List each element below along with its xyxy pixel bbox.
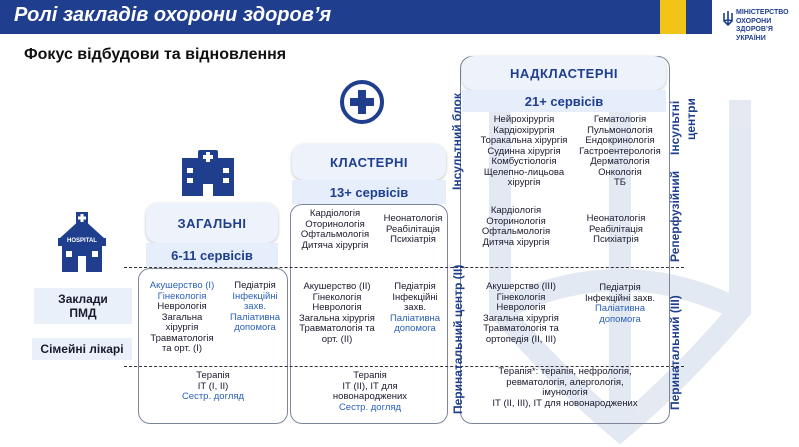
ministry-logo-text: МІНІСТЕРСТВО ОХОРОНИ ЗДОРОВ’Я УКРАЇНИ bbox=[736, 9, 789, 42]
list-item: захв. bbox=[243, 301, 267, 312]
supercluster-bottom-list bbox=[470, 367, 660, 409]
cluster-mid-left-list bbox=[296, 282, 378, 345]
supercluster-services-count: 21+ сервісів bbox=[524, 94, 604, 109]
list-item: Терапія bbox=[196, 370, 230, 381]
list-item: Терапія bbox=[353, 370, 387, 381]
list-item: імунологія bbox=[542, 387, 588, 398]
cluster-title: КЛАСТЕРНІ bbox=[330, 155, 408, 170]
list-item: Комбустіологія bbox=[491, 156, 557, 167]
supercluster-top-right-list bbox=[574, 115, 666, 189]
list-item: Неонатологія bbox=[383, 213, 443, 224]
list-item: Офтальмологія bbox=[481, 226, 551, 237]
general-services-count: 6-11 сервісів bbox=[171, 248, 253, 263]
list-item: Дерматологія bbox=[590, 156, 650, 167]
cluster-services-count: 13+ сервісів bbox=[329, 185, 409, 200]
list-item: хірургія bbox=[507, 177, 541, 188]
list-item: ревматологія, алергологія, bbox=[506, 376, 624, 388]
list-item: ІТ (І, ІІ) bbox=[197, 380, 229, 392]
list-item: хірургія bbox=[165, 322, 199, 333]
cluster-mid-right-list bbox=[384, 282, 446, 335]
list-item: Акушерство (ІІІ) bbox=[486, 281, 556, 292]
list-item: Акушерство (ІІ) bbox=[303, 281, 371, 292]
cluster-header-card bbox=[292, 144, 446, 180]
stroke-unit-label: Інсультний блок bbox=[450, 93, 464, 190]
supercluster-mid-left-list bbox=[474, 206, 558, 248]
list-item: Педіатрія bbox=[599, 282, 641, 293]
list-item: Паліативна bbox=[229, 311, 281, 323]
list-item: Сестр. догляд bbox=[338, 401, 402, 413]
list-item: Педіатрія bbox=[234, 280, 276, 291]
list-item: ІТ (ІІ, ІІІ), ІТ для новонароджених bbox=[492, 397, 638, 409]
list-item: Пульмонологія bbox=[587, 124, 653, 136]
list-item: та орт. (І) bbox=[161, 343, 203, 354]
list-item: допомога bbox=[234, 322, 276, 333]
list-item: Щелепно-лицьова bbox=[483, 166, 565, 178]
list-item: захв. bbox=[403, 302, 427, 313]
general-header-card bbox=[146, 203, 278, 243]
list-item: Нейрохірургія bbox=[493, 114, 555, 125]
list-item: Неонатологія bbox=[586, 213, 646, 224]
list-item: Психіатрія bbox=[593, 234, 639, 245]
list-item: Неврологія bbox=[157, 301, 207, 312]
list-item: Загальна bbox=[161, 311, 203, 323]
general-right-list bbox=[226, 281, 284, 334]
list-item: Офтальмологія bbox=[300, 229, 370, 240]
list-item: Акушерство (І) bbox=[149, 280, 215, 291]
list-item: Судинна хірургія bbox=[487, 145, 561, 157]
supercluster-low-right-list bbox=[574, 283, 666, 325]
supercluster-top-left-list bbox=[474, 115, 574, 189]
list-item: Оторинологія bbox=[305, 218, 365, 230]
list-item: ортопедія (ІІ, ІІІ) bbox=[485, 333, 557, 345]
list-item: Гінекологія bbox=[312, 291, 362, 303]
supercluster-title: НАДКЛАСТЕРНІ bbox=[510, 66, 618, 81]
list-item: Гінекологія bbox=[496, 291, 546, 303]
list-item: Онкологія bbox=[598, 166, 642, 178]
list-item: Психіатрія bbox=[390, 234, 436, 245]
list-item: Кардіологія bbox=[309, 208, 361, 219]
pmd-title-line-1: Заклади bbox=[58, 292, 108, 306]
list-item: Інфекційні bbox=[232, 290, 278, 302]
hospital-building-icon bbox=[178, 150, 238, 196]
medical-cross-icon bbox=[340, 80, 384, 124]
cluster-bottom-list bbox=[300, 371, 440, 413]
list-item: Торакальна хірургія bbox=[480, 135, 568, 146]
cluster-services-band bbox=[292, 180, 446, 204]
family-doctors-label: Сімейні лікарі bbox=[40, 342, 124, 356]
list-item: Інфекційні захв. bbox=[584, 292, 656, 304]
trident-emblem-icon bbox=[722, 10, 734, 28]
supercluster-services-band bbox=[462, 90, 666, 112]
stroke-centers-label-line-2: центри bbox=[684, 98, 698, 140]
flag-stripe-yellow bbox=[660, 0, 686, 34]
list-item: ІТ (ІІ), ІТ для bbox=[342, 380, 398, 392]
general-services-band bbox=[146, 243, 278, 267]
list-item: Оторинологія bbox=[486, 215, 546, 227]
divider-dashed bbox=[124, 267, 684, 268]
list-item: Загальна хірургія bbox=[299, 312, 375, 324]
family-doctors-box bbox=[32, 338, 132, 360]
flag-stripe-blue bbox=[686, 0, 712, 34]
list-item: Кардіохірургія bbox=[493, 124, 555, 136]
list-item: Сестр. догляд bbox=[181, 391, 245, 402]
supercluster-low-left-list bbox=[474, 282, 568, 345]
list-item: Паліативна bbox=[594, 303, 646, 314]
list-item: новонароджених bbox=[332, 391, 408, 402]
list-item: Дитяча хірургія bbox=[482, 236, 550, 248]
reperfusion-label: Реперфузійний bbox=[668, 170, 682, 262]
cluster-top-right-list bbox=[380, 214, 446, 246]
list-item: Травматологія та bbox=[299, 323, 375, 334]
list-item: Загальна хірургія bbox=[483, 312, 559, 324]
list-item: Гематологія bbox=[593, 114, 647, 125]
divider-dashed bbox=[124, 366, 684, 367]
stroke-centers-label-line-1: Інсультні bbox=[668, 100, 682, 155]
pmd-title-box bbox=[34, 288, 132, 324]
section-subtitle: Фокус відбудови та відновлення bbox=[24, 46, 287, 63]
list-item: ТБ bbox=[613, 177, 627, 188]
list-item: Реабілітація bbox=[589, 223, 643, 235]
list-item: Ендокринологія bbox=[585, 135, 655, 146]
list-item: Дитяча хірургія bbox=[301, 239, 369, 251]
supercluster-header-card bbox=[462, 56, 666, 90]
page-title: Ролі закладів охорони здоров’я bbox=[14, 4, 332, 26]
list-item: Педіатрія bbox=[394, 281, 436, 292]
list-item: допомога bbox=[599, 313, 641, 325]
pmd-title-line-2: ПМД bbox=[69, 306, 97, 320]
list-item: Травматологія та bbox=[483, 323, 559, 334]
list-item: орт. (ІІ) bbox=[321, 333, 353, 345]
list-item: Реабілітація bbox=[386, 223, 440, 235]
general-left-list bbox=[144, 281, 220, 355]
hospital-sign: HOSPITAL bbox=[67, 238, 97, 244]
list-item: Паліативна bbox=[389, 312, 441, 324]
perinatal-center-2-label: Перинатальний центр (ІІ) bbox=[451, 264, 465, 414]
list-item: допомога bbox=[394, 323, 436, 334]
list-item: Гастроентерологія bbox=[579, 145, 661, 157]
list-item: Неврологія bbox=[312, 302, 362, 313]
supercluster-mid-right-list bbox=[580, 214, 652, 246]
general-bottom-list bbox=[150, 371, 276, 403]
general-title: ЗАГАЛЬНІ bbox=[177, 216, 247, 231]
list-item: Кардіологія bbox=[490, 205, 542, 216]
list-item: Гінекологія bbox=[157, 290, 207, 302]
list-item: Травматологія bbox=[150, 332, 214, 344]
list-item: Інфекційні bbox=[392, 291, 438, 303]
perinatal-3-label: Перинатальний (ІІІ) bbox=[668, 295, 682, 410]
list-item: Терапія*: терапія, нефрологія, bbox=[498, 366, 632, 377]
list-item: Неврологія bbox=[496, 302, 546, 313]
cluster-top-left-list bbox=[296, 209, 374, 251]
